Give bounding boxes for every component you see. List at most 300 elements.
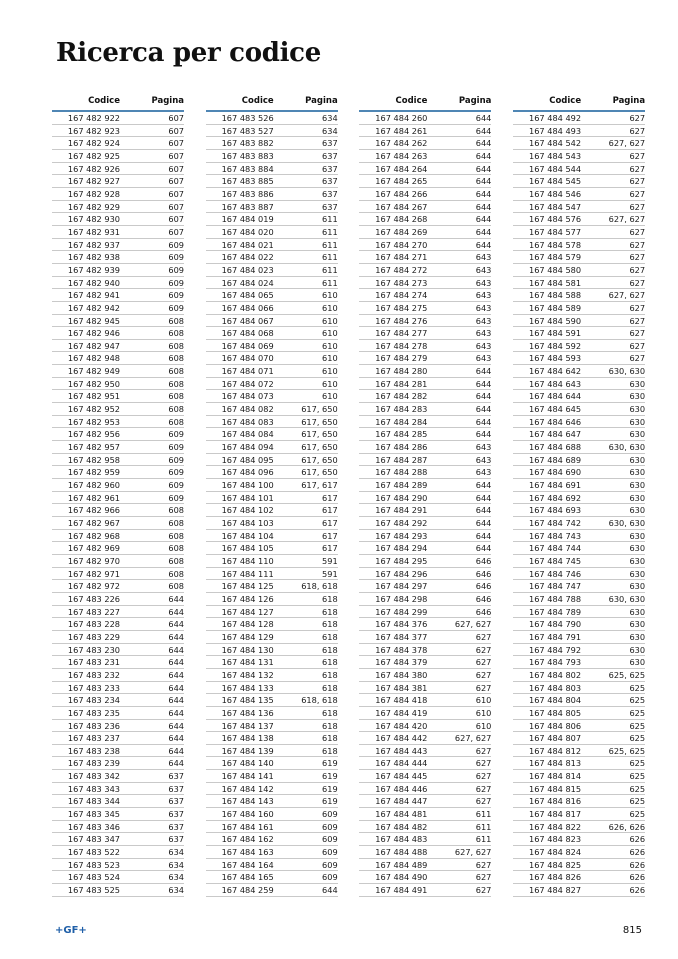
product-code: 167 484 688 [529, 442, 582, 453]
page-reference: 630 [629, 404, 646, 415]
page-reference: 630 [629, 480, 646, 491]
page-reference: 610 [475, 720, 492, 731]
product-code: 167 483 523 [67, 859, 120, 870]
table-row [52, 859, 184, 872]
table-row [513, 175, 645, 188]
page-reference: 644 [475, 176, 492, 187]
table-row [52, 390, 184, 403]
table-row [359, 302, 491, 315]
table-row [359, 289, 491, 302]
table-row [52, 277, 184, 290]
product-code: 167 482 952 [67, 404, 120, 415]
page-reference: 610 [322, 328, 338, 339]
table-row [206, 682, 338, 695]
page-reference: 607 [168, 163, 184, 174]
table-row [206, 568, 338, 581]
table-row [513, 694, 645, 707]
product-code: 167 484 139 [221, 745, 274, 756]
table-row [513, 340, 645, 353]
table-row [206, 378, 338, 391]
table-row [52, 783, 184, 796]
table-row [206, 340, 338, 353]
page-reference: 610 [322, 366, 338, 377]
product-code: 167 484 101 [221, 492, 274, 503]
page-reference: 644 [475, 163, 492, 174]
table-row [513, 618, 645, 631]
product-code: 167 484 126 [221, 593, 274, 604]
product-code: 167 484 744 [529, 543, 582, 554]
page-reference: 607 [168, 125, 184, 136]
table-row [513, 365, 645, 378]
product-code: 167 484 742 [529, 518, 582, 528]
page-reference: 634 [168, 872, 184, 883]
product-code: 167 483 345 [67, 809, 120, 820]
page-reference: 609 [168, 302, 184, 313]
page-reference: 627 [629, 315, 646, 326]
table-row [52, 757, 184, 770]
product-code: 167 483 522 [67, 847, 120, 858]
page-reference: 619 [322, 783, 338, 794]
page-reference: 610 [322, 353, 338, 364]
product-code: 167 484 418 [375, 695, 428, 706]
table-row [359, 593, 491, 606]
table-row [513, 112, 645, 125]
product-code: 167 484 277 [375, 328, 428, 339]
page-reference: 637 [168, 834, 184, 845]
product-code: 167 484 084 [221, 429, 274, 440]
product-code: 167 484 745 [529, 555, 582, 566]
product-code: 167 484 593 [529, 353, 582, 364]
product-code: 167 484 825 [529, 859, 582, 870]
product-code: 167 482 924 [67, 138, 120, 149]
product-code: 167 484 278 [375, 340, 428, 351]
table-row [513, 239, 645, 252]
table-row [513, 580, 645, 593]
table-row [513, 454, 645, 467]
table-row [52, 656, 184, 669]
product-code: 167 484 546 [529, 188, 582, 199]
page-reference: 644 [475, 214, 492, 225]
table-row [52, 555, 184, 568]
table-row [206, 606, 338, 619]
page-reference: 609 [168, 467, 184, 478]
table-row [513, 795, 645, 808]
table-row [359, 441, 491, 454]
product-code: 167 484 069 [221, 340, 274, 351]
product-code: 167 484 293 [375, 530, 428, 541]
header-page-label: Pagina [612, 96, 646, 106]
page-reference: 625 [629, 758, 646, 769]
page-reference: 608 [168, 378, 184, 389]
page-reference: 610 [322, 302, 338, 313]
page-reference: 630 [629, 378, 646, 389]
table-row [359, 732, 491, 745]
product-code: 167 484 447 [375, 796, 428, 807]
page-reference: 643 [475, 340, 492, 351]
table-row [52, 884, 184, 897]
product-code: 167 484 483 [375, 834, 428, 845]
table-row [206, 315, 338, 328]
table-row [206, 365, 338, 378]
product-code: 167 484 492 [529, 113, 582, 123]
product-code: 167 484 644 [529, 391, 582, 402]
table-row [513, 201, 645, 214]
table-row [206, 403, 338, 416]
product-code: 167 483 883 [221, 150, 274, 161]
product-code: 167 483 239 [67, 758, 120, 769]
page-reference: 643 [475, 328, 492, 339]
table-row [513, 504, 645, 517]
product-code: 167 484 261 [375, 125, 428, 136]
table-row [206, 542, 338, 555]
page-reference: 644 [168, 644, 184, 655]
table-row [52, 720, 184, 733]
table-row [359, 403, 491, 416]
page-reference: 627 [475, 771, 492, 782]
table-row [206, 732, 338, 745]
product-code: 167 483 884 [221, 163, 274, 174]
table-row [359, 175, 491, 188]
table-row [206, 618, 338, 631]
product-code: 167 483 343 [67, 783, 120, 794]
product-code: 167 484 381 [375, 682, 428, 693]
table-row [359, 428, 491, 441]
page-reference: 611 [322, 264, 338, 275]
product-code: 167 484 815 [529, 783, 582, 794]
table-row [513, 833, 645, 846]
product-code: 167 484 262 [375, 138, 428, 149]
product-code: 167 484 267 [375, 201, 428, 212]
page-reference: 644 [475, 416, 492, 427]
table-row [206, 352, 338, 365]
product-code: 167 484 110 [221, 555, 274, 566]
product-code: 167 484 136 [221, 707, 274, 718]
product-code: 167 484 289 [375, 480, 428, 491]
page-reference: 644 [168, 619, 184, 630]
product-code: 167 484 280 [375, 366, 428, 377]
page-reference: 618 [322, 619, 338, 630]
index-column-2 [206, 95, 338, 897]
index-column-4 [513, 95, 645, 897]
table-row [359, 201, 491, 214]
page-reference: 627 [475, 669, 492, 680]
page-reference: 630 [629, 416, 646, 427]
product-code: 167 483 229 [67, 631, 120, 642]
table-row [52, 682, 184, 695]
table-row [359, 618, 491, 631]
table-row [206, 694, 338, 707]
product-code: 167 483 887 [221, 201, 274, 212]
product-code: 167 484 442 [375, 733, 428, 744]
page-reference: 637 [168, 783, 184, 794]
product-code: 167 482 930 [67, 214, 120, 225]
table-row [52, 833, 184, 846]
column-header [513, 95, 645, 112]
table-row [359, 137, 491, 150]
page-reference: 644 [168, 682, 184, 693]
page-reference: 608 [168, 315, 184, 326]
table-row [513, 289, 645, 302]
page-reference: 617, 650 [301, 442, 338, 453]
table-row [513, 808, 645, 821]
product-code: 167 484 082 [221, 404, 274, 415]
page-reference: 625 [629, 796, 646, 807]
table-row [52, 568, 184, 581]
page-reference: 646 [475, 581, 492, 592]
product-code: 167 484 259 [221, 885, 274, 896]
product-code: 167 484 589 [529, 302, 582, 313]
table-row [359, 188, 491, 201]
product-code: 167 484 481 [375, 809, 428, 820]
table-row [52, 606, 184, 619]
product-code: 167 484 111 [221, 568, 274, 579]
page-reference: 630 [629, 631, 646, 642]
page-reference: 644 [475, 505, 492, 516]
page-reference: 619 [322, 758, 338, 769]
product-code: 167 484 281 [375, 378, 428, 389]
product-code: 167 482 926 [67, 163, 120, 174]
product-code: 167 484 588 [529, 290, 582, 301]
page-reference: 626 [629, 847, 646, 858]
page-reference: 627 [629, 328, 646, 339]
product-code: 167 484 066 [221, 302, 274, 313]
table-row [359, 504, 491, 517]
page-reference: 617, 650 [301, 416, 338, 427]
product-code: 167 484 143 [221, 796, 274, 807]
table-row [359, 251, 491, 264]
page-reference: 643 [475, 315, 492, 326]
table-row [513, 188, 645, 201]
table-row [206, 669, 338, 682]
table-row [206, 783, 338, 796]
page-reference: 627 [629, 163, 646, 174]
table-row [513, 315, 645, 328]
page-reference: 644 [475, 480, 492, 491]
page-reference: 617, 650 [301, 404, 338, 415]
product-code: 167 484 070 [221, 353, 274, 364]
table-row [513, 150, 645, 163]
page-reference: 627 [629, 302, 646, 313]
product-code: 167 484 284 [375, 416, 428, 427]
table-row [513, 770, 645, 783]
table-row [206, 846, 338, 859]
page-reference: 617 [322, 492, 338, 503]
table-row [359, 239, 491, 252]
page-reference: 627, 627 [608, 138, 646, 149]
product-code: 167 484 165 [221, 872, 274, 883]
page-reference: 618 [322, 720, 338, 731]
product-code: 167 483 236 [67, 720, 120, 731]
product-code: 167 484 490 [375, 872, 428, 883]
table-row [359, 682, 491, 695]
product-code: 167 484 287 [375, 454, 428, 465]
table-row [52, 732, 184, 745]
product-code: 167 484 294 [375, 543, 428, 554]
product-code: 167 484 298 [375, 593, 428, 604]
page-reference: 644 [475, 239, 492, 250]
table-row [513, 213, 645, 226]
product-code: 167 482 972 [67, 581, 120, 592]
product-code: 167 484 296 [375, 568, 428, 579]
page-reference: 608 [168, 518, 184, 528]
table-row [52, 201, 184, 214]
index-column-3 [359, 95, 491, 897]
product-code: 167 484 690 [529, 467, 582, 478]
page-reference: 609 [168, 454, 184, 465]
table-row [206, 289, 338, 302]
page-reference: 627 [475, 682, 492, 693]
product-code: 167 484 105 [221, 543, 274, 554]
table-row [52, 112, 184, 125]
page-reference: 618 [322, 669, 338, 680]
product-code: 167 484 279 [375, 353, 428, 364]
page-reference: 630, 630 [608, 366, 646, 377]
page-reference: 630 [629, 530, 646, 541]
product-code: 167 484 263 [375, 150, 428, 161]
page-reference: 630 [629, 454, 646, 465]
page-reference: 644 [168, 758, 184, 769]
table-row [359, 757, 491, 770]
table-row [359, 707, 491, 720]
table-row [206, 213, 338, 226]
page-reference: 634 [168, 885, 184, 896]
page-reference: 618 [322, 631, 338, 642]
table-row [52, 644, 184, 657]
table-row [206, 808, 338, 821]
page-reference: 608 [168, 543, 184, 554]
table-row [52, 428, 184, 441]
page-reference: 618 [322, 707, 338, 718]
table-row [359, 783, 491, 796]
product-code: 167 484 161 [221, 821, 274, 832]
table-row [513, 821, 645, 834]
page-reference: 617 [322, 530, 338, 541]
table-row [513, 631, 645, 644]
page-reference: 625 [629, 733, 646, 744]
product-code: 167 484 164 [221, 859, 274, 870]
table-row [206, 441, 338, 454]
product-code: 167 484 071 [221, 366, 274, 377]
table-row [52, 352, 184, 365]
table-row [359, 884, 491, 897]
table-row [52, 416, 184, 429]
product-code: 167 484 812 [529, 745, 582, 756]
product-code: 167 482 942 [67, 302, 120, 313]
page-reference: 627, 627 [454, 847, 492, 858]
product-code: 167 484 543 [529, 150, 582, 161]
product-code: 167 484 132 [221, 669, 274, 680]
product-code: 167 484 827 [529, 885, 582, 896]
product-code: 167 484 142 [221, 783, 274, 794]
product-code: 167 484 130 [221, 644, 274, 655]
page-reference: 617 [322, 518, 338, 528]
table-row [206, 264, 338, 277]
product-code: 167 484 270 [375, 239, 428, 250]
page-reference: 611 [322, 239, 338, 250]
page-reference: 609 [168, 252, 184, 263]
page-reference: 627 [629, 150, 646, 161]
table-row [52, 213, 184, 226]
table-row [206, 884, 338, 897]
product-code: 167 482 923 [67, 125, 120, 136]
page-reference: 637 [322, 188, 338, 199]
product-code: 167 484 290 [375, 492, 428, 503]
product-code: 167 484 297 [375, 581, 428, 592]
page-reference: 627 [629, 176, 646, 187]
table-row [359, 631, 491, 644]
page-reference: 644 [168, 707, 184, 718]
table-row [52, 226, 184, 239]
page-reference: 627, 627 [608, 214, 646, 225]
table-row [359, 327, 491, 340]
page-reference: 644 [475, 188, 492, 199]
table-row [359, 694, 491, 707]
page-reference: 618 [322, 593, 338, 604]
page-reference: 618 [322, 657, 338, 668]
column-header [206, 95, 338, 112]
product-code: 167 484 268 [375, 214, 428, 225]
page-reference: 625, 625 [608, 745, 646, 756]
page-reference: 610 [322, 378, 338, 389]
product-code: 167 484 133 [221, 682, 274, 693]
page-reference: 637 [168, 771, 184, 782]
table-row [513, 644, 645, 657]
table-row [206, 631, 338, 644]
product-code: 167 484 792 [529, 644, 582, 655]
product-code: 167 484 693 [529, 505, 582, 516]
product-code: 167 484 378 [375, 644, 428, 655]
table-row [359, 492, 491, 505]
header-page-label: Pagina [305, 96, 338, 106]
page-reference: 627, 627 [454, 619, 492, 630]
product-code: 167 484 065 [221, 290, 274, 301]
table-row [359, 315, 491, 328]
product-code: 167 484 376 [375, 619, 428, 630]
product-code: 167 482 970 [67, 555, 120, 566]
table-row [206, 720, 338, 733]
page-reference: 644 [475, 391, 492, 402]
table-row [52, 251, 184, 264]
table-row [206, 479, 338, 492]
product-code: 167 484 793 [529, 657, 582, 668]
table-row [206, 163, 338, 176]
product-code: 167 484 822 [529, 821, 582, 832]
page-reference: 627, 627 [608, 290, 646, 301]
table-row [52, 770, 184, 783]
product-code: 167 483 230 [67, 644, 120, 655]
page-reference: 644 [168, 695, 184, 706]
page-reference: 630 [629, 581, 646, 592]
product-code: 167 484 788 [529, 593, 582, 604]
product-code: 167 482 938 [67, 252, 120, 263]
product-code: 167 484 019 [221, 214, 274, 225]
product-code: 167 482 922 [67, 113, 120, 123]
table-row [206, 707, 338, 720]
product-code: 167 482 928 [67, 188, 120, 199]
page-reference: 646 [475, 555, 492, 566]
product-code: 167 484 489 [375, 859, 428, 870]
page-reference: 644 [322, 885, 338, 896]
table-row [206, 454, 338, 467]
page-reference: 609 [322, 872, 338, 883]
table-row [359, 542, 491, 555]
page-reference: 644 [168, 593, 184, 604]
page-reference: 637 [168, 796, 184, 807]
product-code: 167 482 960 [67, 480, 120, 491]
table-row [359, 150, 491, 163]
product-code: 167 484 805 [529, 707, 582, 718]
table-row [359, 568, 491, 581]
